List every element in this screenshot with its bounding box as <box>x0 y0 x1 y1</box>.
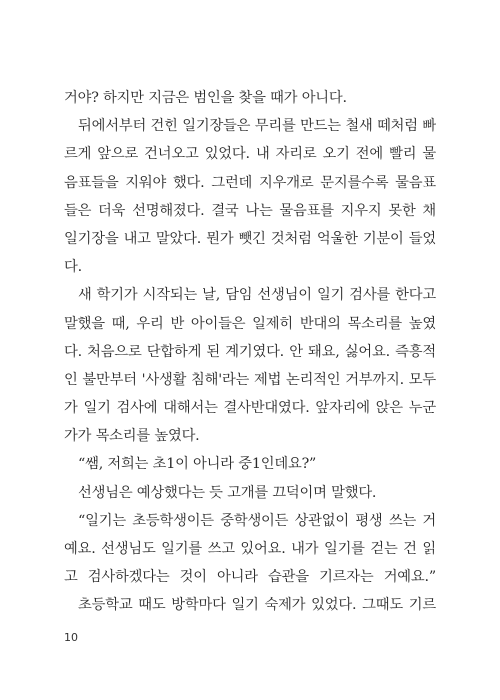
body-text <box>64 84 436 620</box>
text-line-12: 가 일기 검사에 대해서는 결사반대였다. 앞자리에 앉은 누군 <box>64 400 436 417</box>
text-line-11: 인 불만부터 '사생활 침해'라는 제법 논리적인 거부까지. 모두 <box>64 371 436 388</box>
text-line-6: 일기장을 내고 말았다. 뭔가 뺏긴 것처럼 억울한 기분이 들었 <box>64 230 436 247</box>
text-line-2: 뒤에서부터 건힌 일기장들은 무리를 만드는 철새 떼처럼 빠 <box>78 118 436 135</box>
text-line-16: “일기는 초등학생이든 중학생이든 상관없이 평생 쓰는 거 <box>78 512 436 529</box>
text-line-4: 음표들을 지워야 했다. 그런데 지우개로 문지를수록 물음표 <box>64 174 436 191</box>
text-line-5: 들은 더욱 선명해졌다. 결국 나는 물음표를 지우지 못한 채 <box>64 202 436 219</box>
text-line-1: 거야? 하지만 지금은 범인을 찾을 때가 아니다. <box>64 90 347 106</box>
text-line-19: 초등학교 때도 방학마다 일기 숙제가 있었다. 그때도 기르 <box>78 597 436 614</box>
text-line-10: 다. 처음으로 단합하게 된 계기였다. 안 돼요, 싫어요. 즉흥적 <box>64 343 436 360</box>
text-line-15: 선생님은 예상했다는 듯 고개를 끄덕이며 말했다. <box>78 484 377 501</box>
page-number: 10 <box>64 631 78 644</box>
text-line-7: 다. <box>64 259 82 276</box>
text-line-14: “쌤, 저희는 초1이 아니라 중1인데요?” <box>78 456 317 473</box>
text-line-13: 가가 목소리를 높였다. <box>64 428 200 445</box>
text-line-18: 고 검사하겠다는 것이 아니라 습관을 기르자는 거예요.” <box>64 569 436 586</box>
text-line-9: 말했을 때, 우리 반 아이들은 일제히 반대의 목소리를 높였 <box>64 315 436 332</box>
text-line-17: 예요. 선생님도 일기를 쓰고 있어요. 내가 일기를 걷는 건 읽 <box>64 541 436 557</box>
text-line-3: 르게 앞으로 건너오고 있었다. 내 자리로 오기 전에 빨리 물 <box>64 146 436 163</box>
text-line-8: 새 학기가 시작되는 날, 담임 선생님이 일기 검사를 한다고 <box>78 287 436 304</box>
